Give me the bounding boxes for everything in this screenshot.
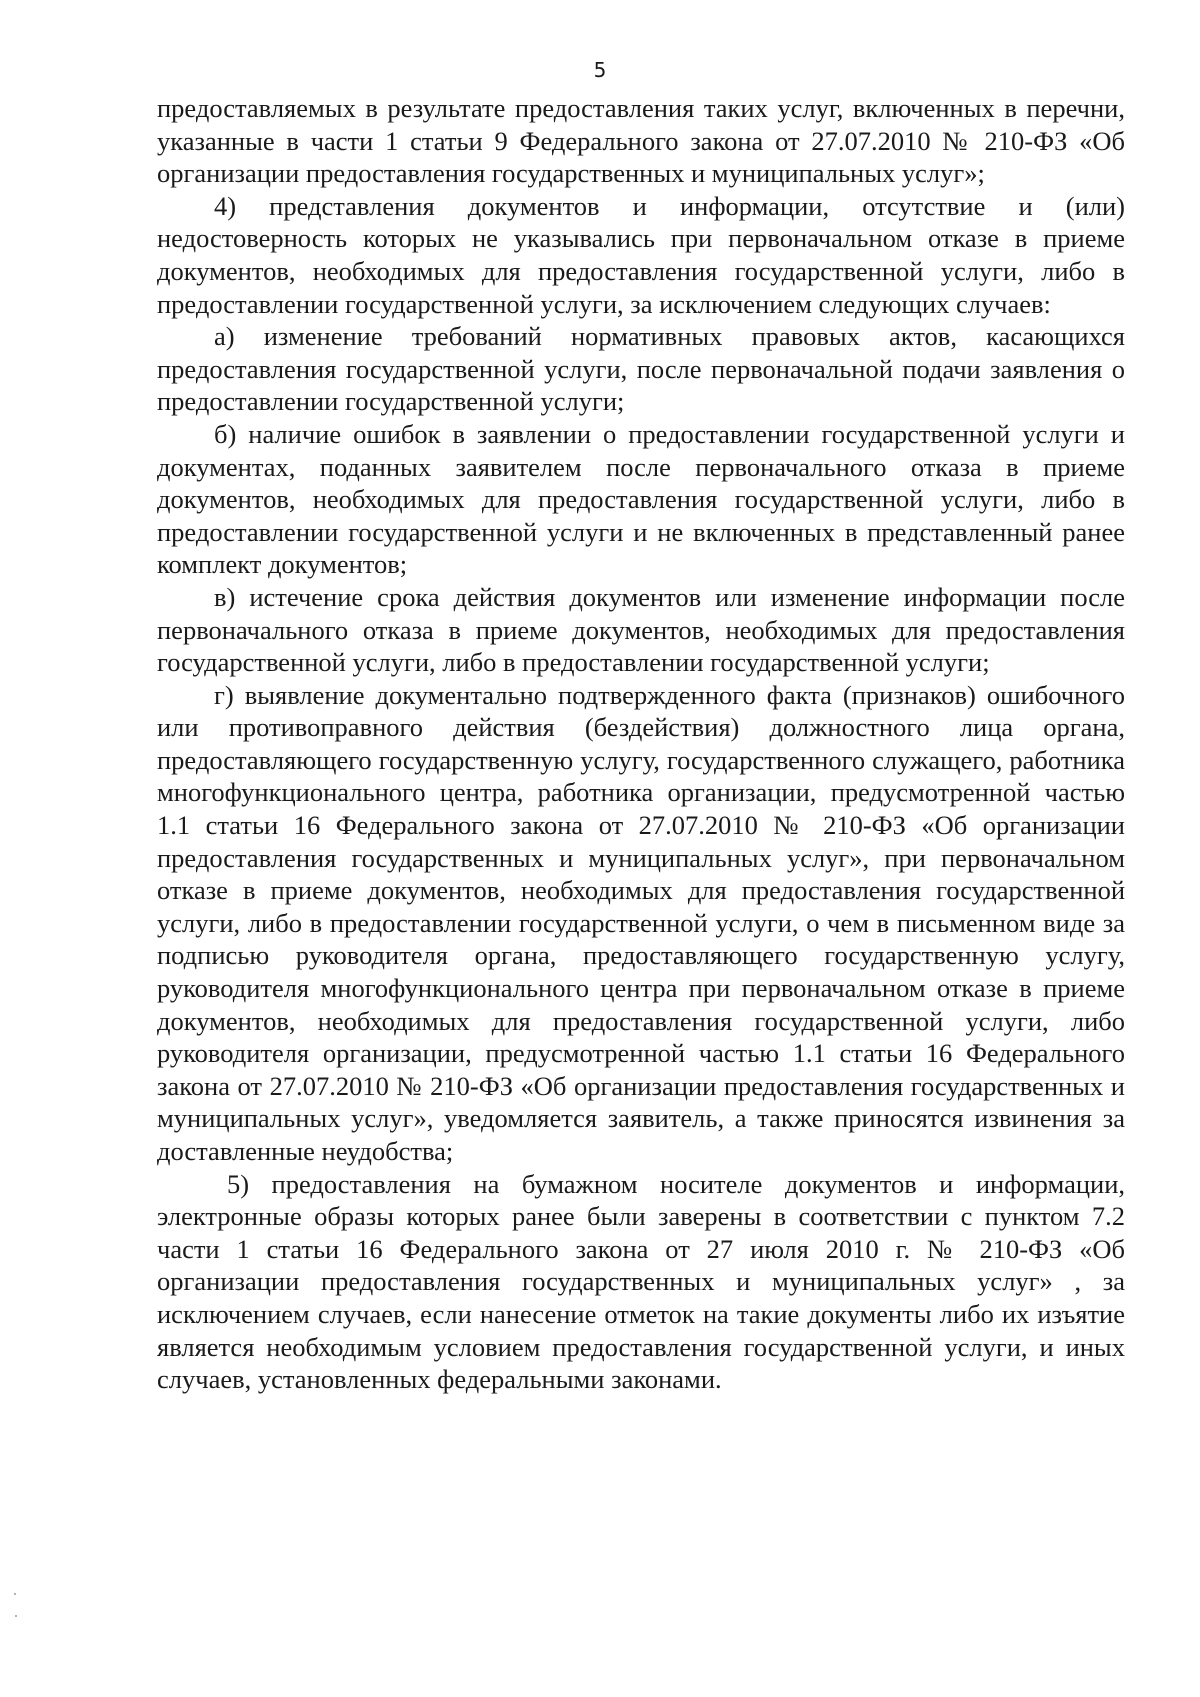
paragraph-subitem-b: б) наличие ошибок в заявлении о предоставлении государственной услуги и документах, поданных заявителем после первоначального отказа в приеме документов, необходимых для предоставления государственной услуги, либо в предоставлении государственной услуги и не включенных в представленный ранее комплект документов; bbox=[157, 418, 1125, 580]
document-body bbox=[157, 92, 1125, 1396]
page-number: 5 bbox=[593, 58, 607, 82]
paragraph-item-4: 4) представления документов и информации, отсутствие и (или) недостоверность которых не указывались при первоначальном отказе в приеме документов, необходимых для предоставления государственной услуги, либо в предоставлении государственной услуги, за исключением следующих случаев: bbox=[157, 190, 1125, 319]
paragraph-subitem-v: в) истечение срока действия документов или изменение информации после первоначального отказа в приеме документов, необходимых для предоставления государственной услуги, либо в предоставлении государственной услуги; bbox=[157, 581, 1125, 678]
paragraph-subitem-a: а) изменение требований нормативных правовых актов, касающихся предоставления государственной услуги, после первоначальной подачи заявления о предоставлении государственной услуги; bbox=[157, 321, 1125, 417]
paragraph-continuation: предоставляемых в результате предоставления таких услуг, включенных в перечни, указанные в части 1 статьи 9 Федерального закона от 27.07.2010 № 210-ФЗ «Об организации предоставления государственных и муниципальных услуг»; bbox=[157, 93, 1125, 189]
scan-speck bbox=[15, 1615, 17, 1617]
paragraph-subitem-g: г) выявление документально подтвержденного факта (признаков) ошибочного или противоправного действия (бездействия) должностного лица органа, предоставляющего государственную услугу, государственного служащего, работника многофункционального центра, работника организации, предусмотренной частью 1.1 статьи 16 Федерального закона от 27.07.2010 № 210-ФЗ «Об организации предоставления государственных и муниципальных услуг», при первоначальном отказе в приеме документов, необходимых для предоставления государственной услуги, либо в предоставлении государственной услуги, о чем в письменном виде за подписью руководителя органа, предоставляющего государственную услугу, руководителя многофункционального центра при первоначальном отказе в приеме документов, необходимых для предоставления государственной услуги, либо руководителя организации, предусмотренной частью 1.1 статьи 16 Федерального закона от 27.07.2010 № 210-ФЗ «Об организации предоставления государственных и муниципальных услуг», уведомляется заявитель, а также приносятся извинения за доставленные неудобства; bbox=[157, 679, 1125, 1166]
scan-speck bbox=[14, 1593, 16, 1595]
paragraph-item-5: 5) предоставления на бумажном носителе документов и информации, электронные образы которых ранее были заверены в соответствии с пунктом 7.2 части 1 статьи 16 Федерального закона от 27 июля 2010 г. № 210-ФЗ «Об организации предоставления государственных и муниципальных услуг» , за исключением случаев, если нанесение отметок на такие документы либо их изъятие является необходимым условием предоставления государственной услуги, и иных случаев, установленных федеральными законами. bbox=[157, 1168, 1125, 1395]
